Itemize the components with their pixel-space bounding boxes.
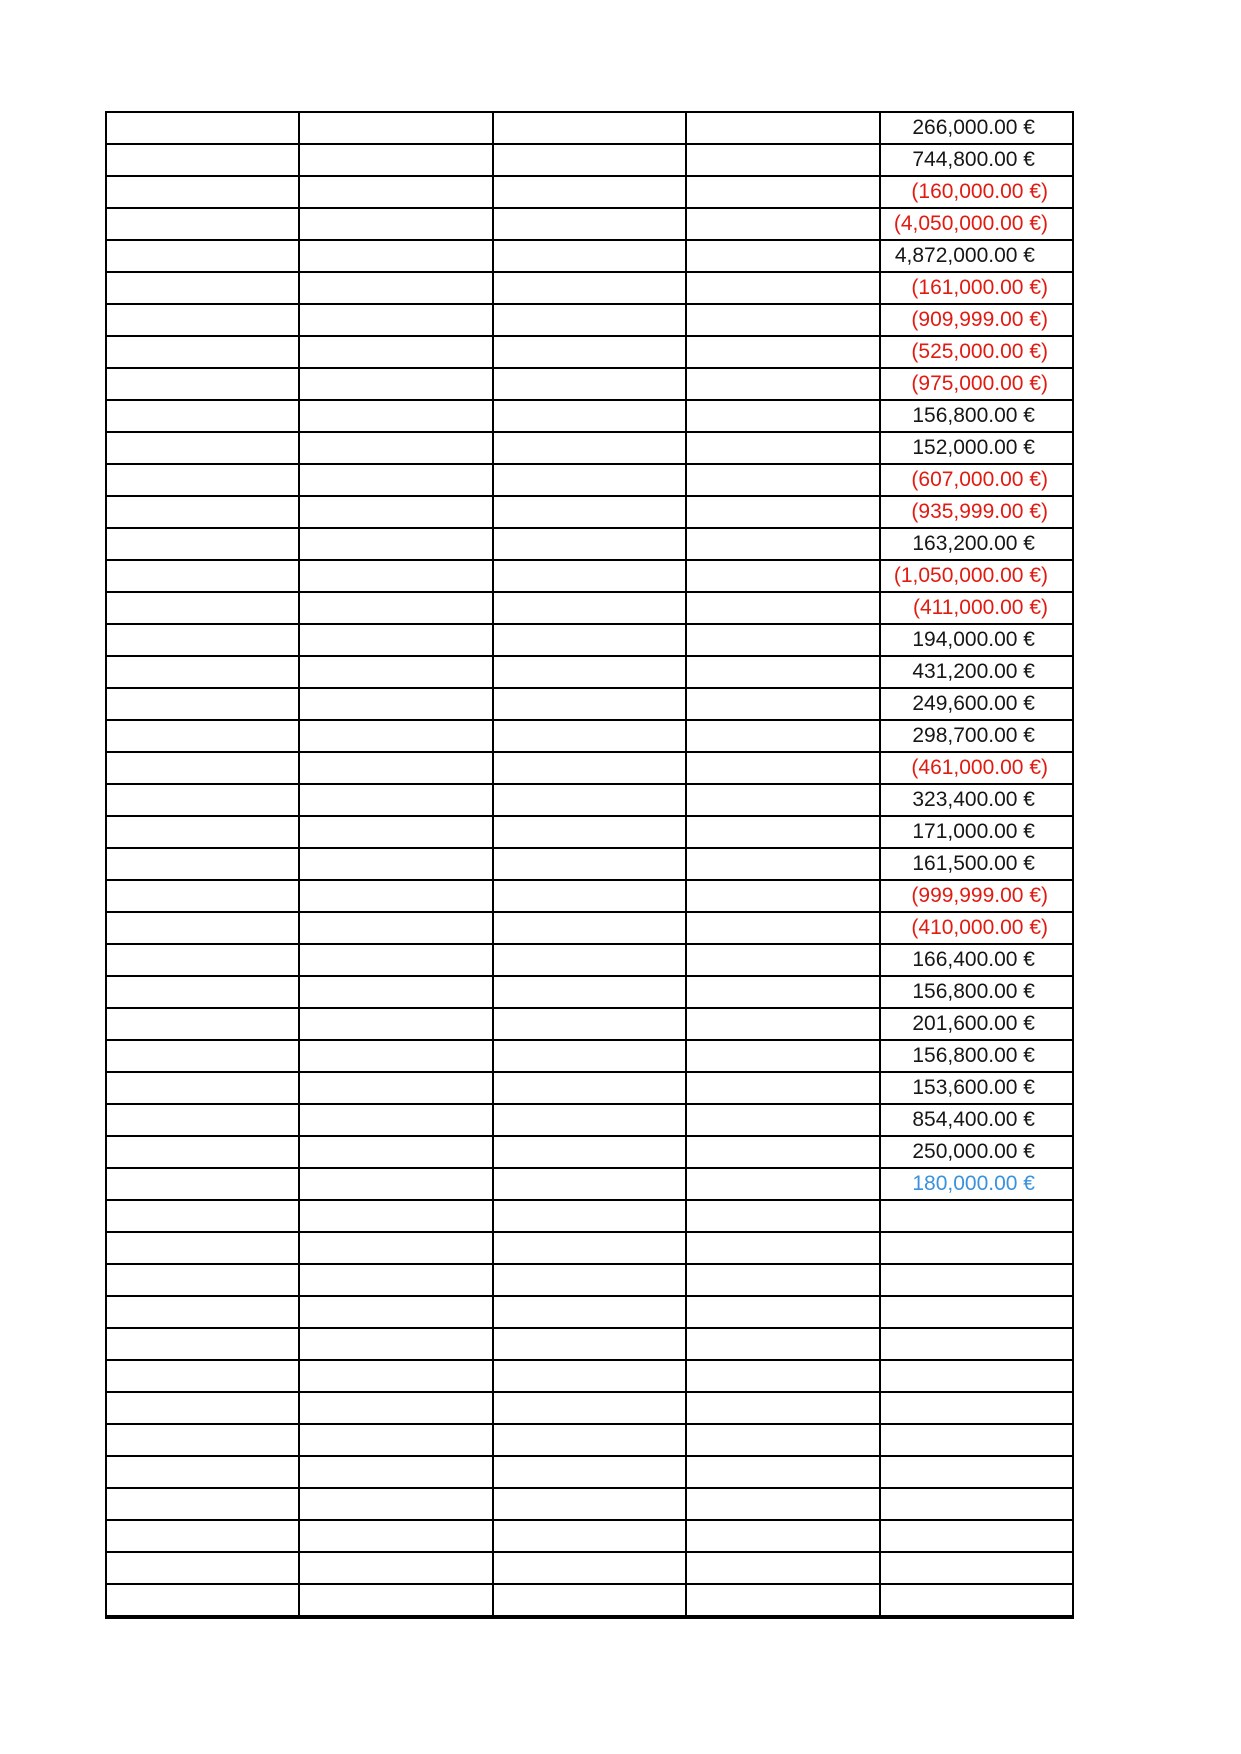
empty-cell [299,1040,492,1072]
empty-cell [299,528,492,560]
empty-cell [299,400,492,432]
empty-cell [299,1296,492,1328]
empty-cell [493,368,686,400]
empty-cell [299,272,492,304]
empty-cell [106,880,299,912]
empty-cell [686,1392,879,1424]
empty-amount-cell [880,1360,1073,1392]
table-row [106,624,1073,656]
table-row [106,784,1073,816]
empty-cell [493,400,686,432]
table-row [106,496,1073,528]
empty-cell [106,1104,299,1136]
empty-cell [106,1232,299,1264]
empty-cell [686,336,879,368]
amount-cell: 163,200.00 € [880,528,1073,560]
empty-cell [493,1584,686,1617]
empty-cell [493,1136,686,1168]
empty-cell [106,1168,299,1200]
empty-amount-cell [880,1520,1073,1552]
table-row [106,1008,1073,1040]
empty-cell [493,688,686,720]
empty-cell [493,848,686,880]
amount-cell: (999,999.00 €) [880,880,1073,912]
amount-cell: 4,872,000.00 € [880,240,1073,272]
empty-cell [686,560,879,592]
empty-cell [106,1552,299,1584]
table-row [106,464,1073,496]
empty-cell [299,976,492,1008]
empty-cell [106,720,299,752]
empty-cell [106,272,299,304]
empty-cell [686,784,879,816]
empty-cell [686,1104,879,1136]
empty-cell [106,176,299,208]
empty-cell [106,976,299,1008]
empty-amount-cell [880,1424,1073,1456]
amount-cell: 166,400.00 € [880,944,1073,976]
empty-cell [106,656,299,688]
empty-cell [299,1072,492,1104]
empty-cell [299,1264,492,1296]
empty-cell [106,1296,299,1328]
table-row [106,144,1073,176]
empty-cell [299,432,492,464]
amount-cell: 266,000.00 € [880,112,1073,144]
empty-cell [106,1424,299,1456]
empty-cell [493,976,686,1008]
empty-cell [686,1360,879,1392]
empty-cell [686,208,879,240]
table-row [106,1488,1073,1520]
table-row [106,528,1073,560]
empty-cell [686,496,879,528]
table-row [106,1264,1073,1296]
table-row [106,1584,1073,1617]
empty-cell [299,1584,492,1617]
empty-cell [686,176,879,208]
table-row [106,1040,1073,1072]
empty-cell [686,1232,879,1264]
table-row [106,880,1073,912]
empty-cell [299,624,492,656]
empty-cell [299,336,492,368]
table-row [106,752,1073,784]
amount-cell: 156,800.00 € [880,976,1073,1008]
amount-cell: 153,600.00 € [880,1072,1073,1104]
empty-cell [299,816,492,848]
empty-cell [106,1264,299,1296]
empty-amount-cell [880,1264,1073,1296]
empty-amount-cell [880,1328,1073,1360]
empty-cell [106,816,299,848]
empty-cell [686,144,879,176]
empty-cell [106,208,299,240]
table-row [106,240,1073,272]
table-row [106,1136,1073,1168]
table-row [106,304,1073,336]
table-row [106,208,1073,240]
empty-cell [493,1168,686,1200]
empty-cell [299,1360,492,1392]
empty-cell [493,432,686,464]
empty-cell [493,1456,686,1488]
empty-cell [686,1424,879,1456]
empty-cell [493,1488,686,1520]
empty-cell [493,1520,686,1552]
empty-cell [686,1584,879,1617]
empty-cell [299,112,492,144]
amount-cell: (525,000.00 €) [880,336,1073,368]
empty-cell [686,240,879,272]
empty-cell [299,368,492,400]
empty-cell [299,1232,492,1264]
empty-cell [106,1136,299,1168]
empty-cell [493,1040,686,1072]
empty-cell [299,496,492,528]
empty-amount-cell [880,1584,1073,1617]
empty-cell [106,464,299,496]
empty-cell [299,1168,492,1200]
empty-cell [686,1520,879,1552]
empty-cell [493,176,686,208]
table-row [106,1200,1073,1232]
empty-cell [299,1392,492,1424]
empty-cell [106,1008,299,1040]
empty-amount-cell [880,1392,1073,1424]
table-row [106,400,1073,432]
table-row [106,1392,1073,1424]
empty-cell [686,1264,879,1296]
amount-cell: (410,000.00 €) [880,912,1073,944]
table-row [106,336,1073,368]
empty-cell [299,1488,492,1520]
empty-cell [106,304,299,336]
empty-cell [299,688,492,720]
empty-cell [686,1488,879,1520]
empty-cell [106,496,299,528]
empty-cell [106,432,299,464]
empty-cell [493,1360,686,1392]
table-row [106,368,1073,400]
table-row [106,944,1073,976]
empty-cell [493,112,686,144]
empty-cell [299,752,492,784]
empty-cell [299,1552,492,1584]
empty-cell [106,624,299,656]
empty-cell [106,400,299,432]
amount-cell: 298,700.00 € [880,720,1073,752]
empty-cell [493,752,686,784]
empty-cell [106,688,299,720]
empty-amount-cell [880,1488,1073,1520]
amount-cell: 323,400.00 € [880,784,1073,816]
table-row [106,848,1073,880]
empty-cell [106,528,299,560]
empty-cell [299,656,492,688]
empty-cell [106,1360,299,1392]
empty-cell [106,1456,299,1488]
empty-cell [299,208,492,240]
amount-cell: 250,000.00 € [880,1136,1073,1168]
empty-cell [106,912,299,944]
empty-cell [493,464,686,496]
empty-cell [493,144,686,176]
empty-cell [299,1456,492,1488]
amount-cell: (461,000.00 €) [880,752,1073,784]
empty-cell [686,720,879,752]
table-row [106,432,1073,464]
empty-cell [686,464,879,496]
empty-cell [686,368,879,400]
amount-cell: 156,800.00 € [880,400,1073,432]
table-row [106,176,1073,208]
table-row [106,976,1073,1008]
empty-cell [493,592,686,624]
empty-cell [106,592,299,624]
empty-cell [686,944,879,976]
empty-cell [686,528,879,560]
empty-cell [493,912,686,944]
empty-cell [686,592,879,624]
empty-cell [299,1104,492,1136]
table-row [106,1328,1073,1360]
empty-cell [299,176,492,208]
empty-cell [299,304,492,336]
amount-cell: 152,000.00 € [880,432,1073,464]
empty-cell [299,944,492,976]
empty-cell [493,1296,686,1328]
empty-cell [299,1328,492,1360]
financial-amounts-table [105,111,1074,1619]
amount-cell: 854,400.00 € [880,1104,1073,1136]
empty-cell [686,1008,879,1040]
amount-cell: 431,200.00 € [880,656,1073,688]
empty-cell [106,784,299,816]
table-row [106,656,1073,688]
empty-cell [686,1136,879,1168]
empty-cell [686,400,879,432]
empty-cell [493,1328,686,1360]
empty-cell [106,1200,299,1232]
empty-cell [493,816,686,848]
empty-amount-cell [880,1232,1073,1264]
empty-cell [106,112,299,144]
empty-cell [493,1264,686,1296]
empty-cell [493,304,686,336]
empty-cell [686,848,879,880]
empty-cell [686,304,879,336]
table-row [106,1168,1073,1200]
empty-cell [299,1136,492,1168]
empty-cell [493,1552,686,1584]
amount-cell: (1,050,000.00 €) [880,560,1073,592]
empty-cell [299,1424,492,1456]
empty-cell [299,784,492,816]
empty-cell [493,208,686,240]
amount-cell: 249,600.00 € [880,688,1073,720]
empty-cell [686,1168,879,1200]
empty-cell [493,240,686,272]
empty-cell [686,880,879,912]
empty-cell [106,1520,299,1552]
table-row [106,1456,1073,1488]
empty-amount-cell [880,1200,1073,1232]
amount-cell: (935,999.00 €) [880,496,1073,528]
empty-cell [686,1040,879,1072]
empty-cell [493,944,686,976]
empty-amount-cell [880,1296,1073,1328]
empty-cell [299,848,492,880]
table-row [106,1552,1073,1584]
empty-cell [493,656,686,688]
table-body [106,112,1073,1617]
table-row [106,1360,1073,1392]
empty-cell [493,528,686,560]
empty-cell [686,912,879,944]
empty-cell [106,1488,299,1520]
empty-cell [299,144,492,176]
empty-cell [493,1424,686,1456]
empty-cell [686,1072,879,1104]
amount-cell: 156,800.00 € [880,1040,1073,1072]
amount-cell: (160,000.00 €) [880,176,1073,208]
empty-cell [106,1584,299,1617]
table-row [106,560,1073,592]
empty-cell [493,880,686,912]
amount-cell: 180,000.00 € [880,1168,1073,1200]
empty-cell [493,1200,686,1232]
empty-cell [493,496,686,528]
empty-cell [299,1200,492,1232]
table-row [106,912,1073,944]
empty-cell [299,592,492,624]
empty-cell [106,752,299,784]
empty-cell [493,1104,686,1136]
empty-cell [686,624,879,656]
empty-cell [106,848,299,880]
empty-cell [299,880,492,912]
empty-cell [493,1392,686,1424]
empty-cell [686,272,879,304]
empty-cell [493,720,686,752]
amount-cell: 161,500.00 € [880,848,1073,880]
empty-cell [106,560,299,592]
empty-cell [686,1200,879,1232]
empty-cell [686,1552,879,1584]
table-row [106,720,1073,752]
empty-cell [299,1520,492,1552]
table-row [106,1232,1073,1264]
empty-cell [299,1008,492,1040]
empty-amount-cell [880,1552,1073,1584]
table-row [106,272,1073,304]
empty-cell [686,112,879,144]
empty-cell [299,464,492,496]
table-row [106,1072,1073,1104]
amount-cell: 194,000.00 € [880,624,1073,656]
empty-cell [493,272,686,304]
amount-cell: (161,000.00 €) [880,272,1073,304]
empty-cell [299,720,492,752]
amount-cell: 744,800.00 € [880,144,1073,176]
empty-cell [299,560,492,592]
empty-cell [493,560,686,592]
table-row [106,112,1073,144]
empty-cell [686,816,879,848]
empty-cell [686,1296,879,1328]
empty-cell [106,368,299,400]
empty-cell [106,144,299,176]
amount-cell: (909,999.00 €) [880,304,1073,336]
empty-cell [493,1008,686,1040]
empty-cell [686,976,879,1008]
empty-cell [686,752,879,784]
empty-cell [686,656,879,688]
empty-cell [106,1392,299,1424]
empty-cell [493,336,686,368]
table-row [106,1104,1073,1136]
amount-cell: 171,000.00 € [880,816,1073,848]
empty-cell [106,336,299,368]
empty-amount-cell [880,1456,1073,1488]
empty-cell [493,1072,686,1104]
empty-cell [106,1328,299,1360]
table-row [106,1296,1073,1328]
empty-cell [299,240,492,272]
empty-cell [106,944,299,976]
empty-cell [106,240,299,272]
empty-cell [299,912,492,944]
empty-cell [686,1456,879,1488]
amount-cell: (411,000.00 €) [880,592,1073,624]
table-row [106,1424,1073,1456]
table-row [106,592,1073,624]
empty-cell [493,624,686,656]
amount-cell: 201,600.00 € [880,1008,1073,1040]
empty-cell [686,432,879,464]
empty-cell [493,784,686,816]
table-row [106,1520,1073,1552]
empty-cell [106,1040,299,1072]
table-row [106,688,1073,720]
table-row [106,816,1073,848]
amount-cell: (607,000.00 €) [880,464,1073,496]
amount-cell: (4,050,000.00 €) [880,208,1073,240]
empty-cell [106,1072,299,1104]
amount-cell: (975,000.00 €) [880,368,1073,400]
empty-cell [686,1328,879,1360]
empty-cell [686,688,879,720]
empty-cell [493,1232,686,1264]
